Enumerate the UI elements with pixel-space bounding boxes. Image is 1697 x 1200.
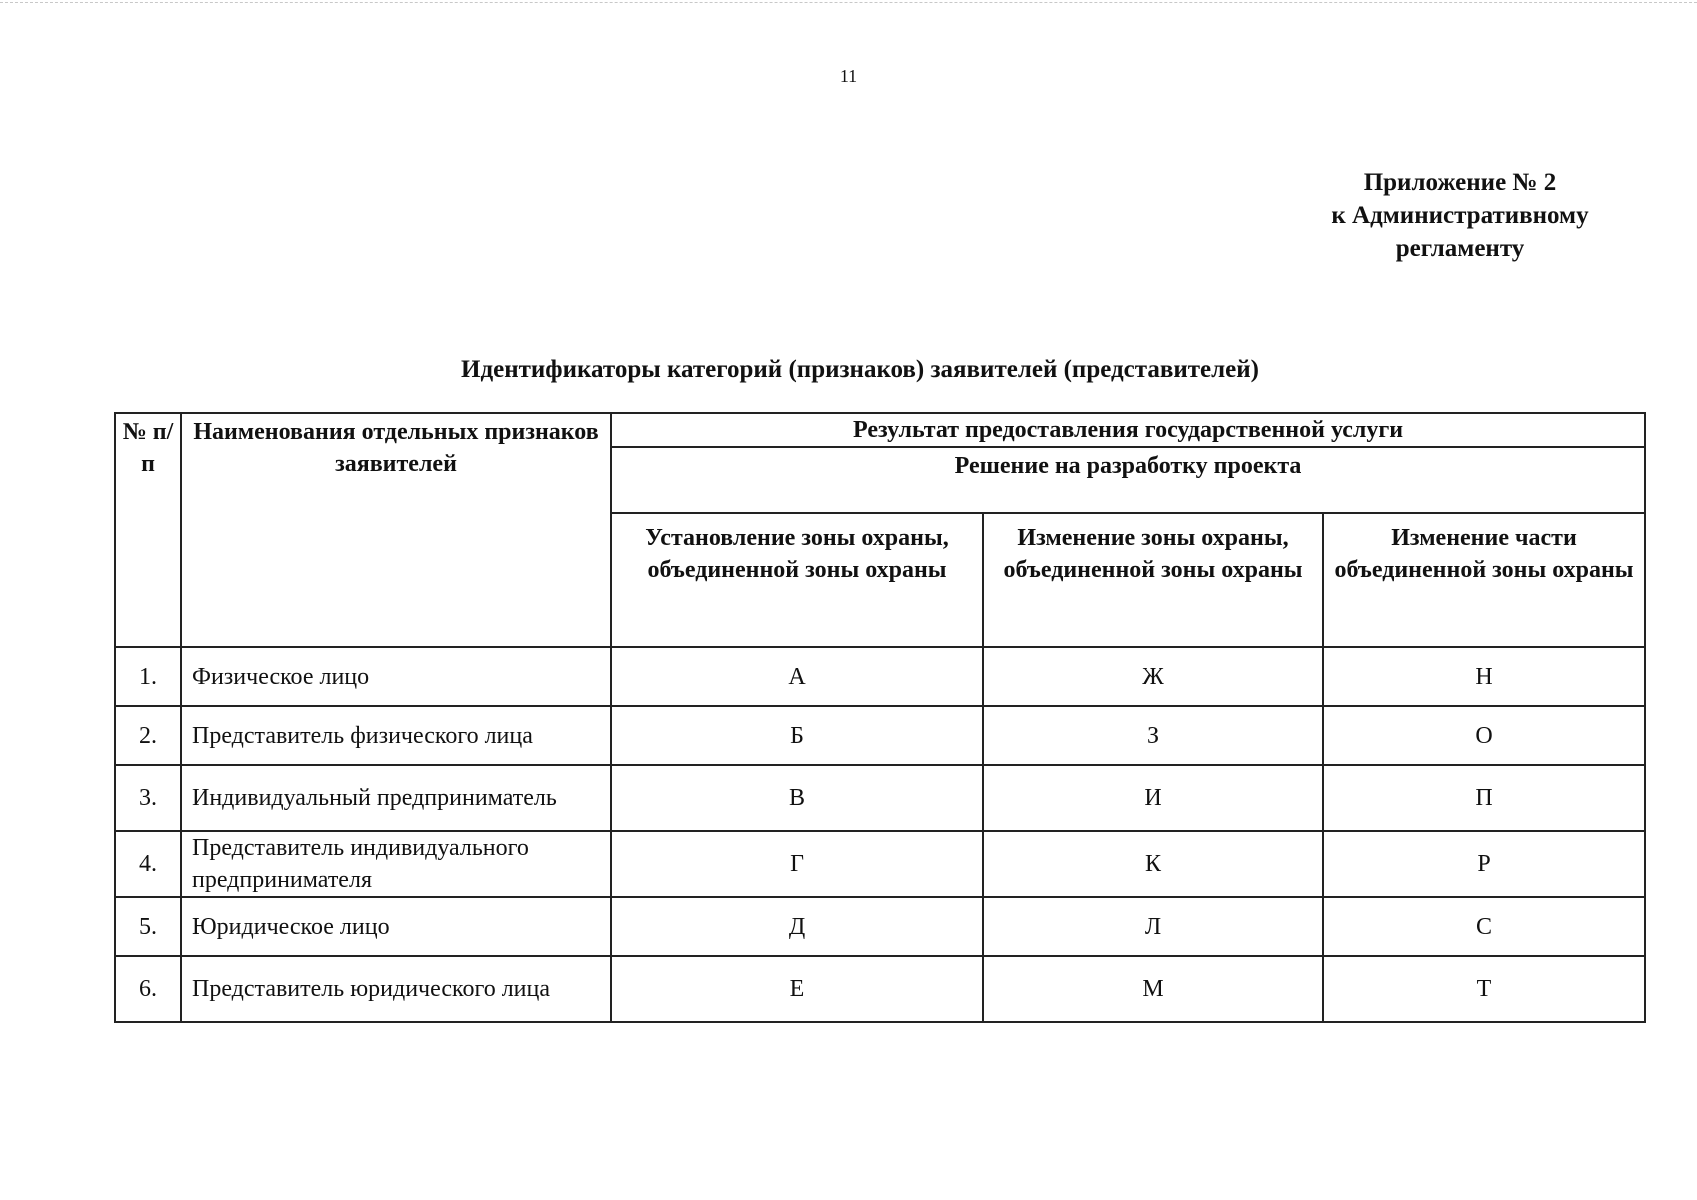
row-value: Л [983, 897, 1323, 956]
row-value: Н [1323, 647, 1645, 706]
table-row [115, 897, 1645, 956]
appendix-line-3: регламенту [1395, 235, 1525, 262]
row-number: 2. [115, 706, 181, 765]
row-value: Г [611, 831, 983, 897]
row-number: 4. [115, 831, 181, 897]
row-value: С [1323, 897, 1645, 956]
row-value: А [611, 647, 983, 706]
table-row [115, 956, 1645, 1022]
row-value: З [983, 706, 1323, 765]
page-number: 11 [839, 66, 858, 86]
scan-border-line [0, 2, 1697, 3]
row-value: В [611, 765, 983, 831]
table-row [115, 831, 1645, 897]
row-value: П [1323, 765, 1645, 831]
row-value: Б [611, 706, 983, 765]
header-decision: Решение на разработку проекта [611, 447, 1645, 513]
header-name: Наименования отдельных признаков заявителей [181, 413, 611, 647]
appendix-line-2: к Административному [1331, 202, 1589, 229]
header-column-3: Изменение части объединенной зоны охраны [1323, 513, 1645, 647]
row-value: М [983, 956, 1323, 1022]
appendix-heading [1290, 166, 1630, 265]
row-name: Юридическое лицо [181, 897, 611, 956]
table-row [115, 647, 1645, 706]
identifiers-table [114, 412, 1646, 1023]
row-number: 6. [115, 956, 181, 1022]
header-row-1 [115, 413, 1645, 447]
header-num: № п/п [115, 413, 181, 647]
row-number: 3. [115, 765, 181, 831]
table-row [115, 765, 1645, 831]
row-value: О [1323, 706, 1645, 765]
row-name: Физическое лицо [181, 647, 611, 706]
appendix-line-1: Приложение № 2 [1363, 169, 1557, 196]
row-value: Ж [983, 647, 1323, 706]
row-name: Представитель физического лица [181, 706, 611, 765]
row-name: Представитель индивидуального предпринимателя [181, 831, 611, 897]
header-column-2: Изменение зоны охраны, объединенной зоны охраны [983, 513, 1323, 647]
row-value: Д [611, 897, 983, 956]
document-title: Идентификаторы категорий (признаков) заявителей (представителей) [461, 356, 1259, 383]
header-result: Результат предоставления государственной услуги [611, 413, 1645, 447]
row-value: Е [611, 956, 983, 1022]
row-name: Представитель юридического лица [181, 956, 611, 1022]
row-number: 5. [115, 897, 181, 956]
header-column-1: Установление зоны охраны, объединенной зоны охраны [611, 513, 983, 647]
row-name: Индивидуальный предприниматель [181, 765, 611, 831]
row-number: 1. [115, 647, 181, 706]
row-value: К [983, 831, 1323, 897]
row-value: Т [1323, 956, 1645, 1022]
table-row [115, 706, 1645, 765]
row-value: Р [1323, 831, 1645, 897]
row-value: И [983, 765, 1323, 831]
